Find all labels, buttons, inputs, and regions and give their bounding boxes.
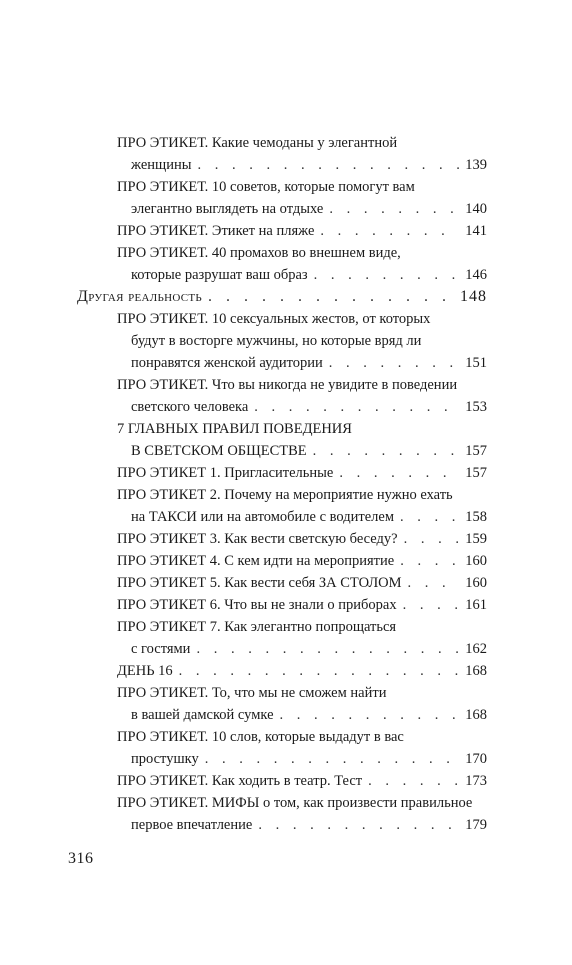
- toc-entry-title: ПРО ЭТИКЕТ 2. Почему на мероприятие нужно ехать: [117, 487, 453, 503]
- dot-leader: [208, 286, 454, 308]
- dot-leader: [205, 748, 460, 770]
- toc-entry-line: [117, 264, 487, 286]
- toc-entry: [0, 242, 572, 286]
- toc-entry: [0, 462, 572, 484]
- toc-entry-title: которые разрушат ваш образ: [131, 267, 308, 283]
- toc-entry-title: ПРО ЭТИКЕТ 6. Что вы не знали о приборах: [117, 597, 397, 613]
- toc-entry-line: [117, 396, 487, 418]
- toc-entry-title: с гостями: [131, 641, 191, 657]
- toc-entry-title: в вашей дамской сумке: [131, 707, 274, 723]
- toc-entry-title: ПРО ЭТИКЕТ 1. Пригласительные: [117, 465, 334, 481]
- toc-page-number: 168: [465, 707, 487, 723]
- toc-page-number: 160: [465, 553, 487, 569]
- dot-leader: [400, 506, 459, 528]
- toc-entry-title: В СВЕТСКОМ ОБЩЕСТВЕ: [131, 443, 307, 459]
- toc-entry-line: [117, 352, 487, 374]
- page-number: 316: [68, 850, 94, 867]
- toc-entry-line: [117, 550, 487, 572]
- toc-entry-title: Другая реальность: [77, 288, 203, 305]
- toc-entry: [0, 418, 572, 462]
- toc-entry-line: [117, 374, 572, 396]
- toc-page-number: 153: [465, 399, 487, 415]
- dot-leader: [329, 352, 459, 374]
- toc-entry-line: [117, 198, 487, 220]
- toc-entry-line: [117, 682, 572, 704]
- toc-entry: [0, 308, 572, 374]
- toc-entry: [0, 682, 572, 726]
- toc-entry-title: ПРО ЭТИКЕТ. Этикет на пляже: [117, 223, 315, 239]
- toc-page-number: 158: [465, 509, 487, 525]
- toc-entry-title: ПРО ЭТИКЕТ 5. Как вести себя ЗА СТОЛОМ: [117, 575, 402, 591]
- toc-entry-title: ПРО ЭТИКЕТ. МИФЫ о том, как произвести правильное: [117, 795, 473, 811]
- toc-entry: [0, 550, 572, 572]
- dot-leader: [280, 704, 460, 726]
- toc-entry: [0, 792, 572, 836]
- dot-leader: [179, 660, 460, 682]
- toc-entry-line: [117, 792, 572, 814]
- toc-entry-line: [117, 726, 572, 748]
- dot-leader: [313, 440, 460, 462]
- dot-leader: [368, 770, 459, 792]
- toc-entry-title: ПРО ЭТИКЕТ 3. Как вести светскую беседу?: [117, 531, 398, 547]
- toc-page-number: 160: [465, 575, 487, 591]
- toc-page-number: 179: [465, 817, 487, 833]
- toc-entry: [0, 220, 572, 242]
- toc-entry-title: светского человека: [131, 399, 249, 415]
- toc-page-number: 162: [465, 641, 487, 657]
- dot-leader: [403, 594, 460, 616]
- toc-entry-line: [117, 220, 487, 242]
- toc-entry-title: ПРО ЭТИКЕТ. 10 сексуальных жестов, от которых: [117, 311, 431, 327]
- toc-entry-line: [117, 638, 487, 660]
- toc-entry-line: [117, 440, 487, 462]
- table-of-contents: [0, 132, 572, 836]
- toc-page-number: 148: [460, 288, 487, 305]
- toc-entry-title: первое впечатление: [131, 817, 253, 833]
- toc-entry-line: [117, 748, 487, 770]
- toc-entry-title: ПРО ЭТИКЕТ. Какие чемоданы у элегантной: [117, 135, 398, 151]
- toc-entry: [0, 660, 572, 682]
- toc-entry: [0, 770, 572, 792]
- toc-entry-line: [117, 462, 487, 484]
- toc-entry-line: [117, 616, 572, 638]
- toc-entry-line: [117, 330, 572, 352]
- dot-leader: [408, 572, 460, 594]
- toc-page-number: 173: [465, 773, 487, 789]
- toc-entry-title: ПРО ЭТИКЕТ. 40 промахов во внешнем виде,: [117, 245, 401, 261]
- toc-entry-title: ПРО ЭТИКЕТ. 10 слов, которые выдадут в вас: [117, 729, 404, 745]
- toc-entry-title: ПРО ЭТИКЕТ 4. С кем идти на мероприятие: [117, 553, 395, 569]
- toc-entry-line: [117, 176, 572, 198]
- dot-leader: [254, 396, 459, 418]
- toc-entry-line: [117, 704, 487, 726]
- toc-page-number: 159: [465, 531, 487, 547]
- toc-entry-title: ПРО ЭТИКЕТ. 10 советов, которые помогут вам: [117, 179, 415, 195]
- toc-entry: [0, 132, 572, 176]
- dot-leader: [339, 462, 459, 484]
- toc-entry-title: ПРО ЭТИКЕТ. То, что мы не сможем найти: [117, 685, 387, 701]
- toc-entry: [0, 528, 572, 550]
- toc-entry-line: [117, 242, 572, 264]
- toc-entry: [0, 374, 572, 418]
- toc-entry: [0, 594, 572, 616]
- toc-page-number: 140: [465, 201, 487, 217]
- toc-entry-title: женщины: [131, 157, 192, 173]
- toc-entry-line: [117, 594, 487, 616]
- toc-entry: [0, 572, 572, 594]
- dot-leader: [197, 154, 459, 176]
- toc-entry-title: ПРО ЭТИКЕТ. Как ходить в театр. Тест: [117, 773, 363, 789]
- toc-section-heading: [0, 286, 572, 308]
- toc-page-number: 161: [465, 597, 487, 613]
- toc-entry-line: [117, 418, 572, 440]
- toc-entry-title: простушку: [131, 751, 199, 767]
- toc-page-number: 168: [465, 663, 487, 679]
- toc-page-number: 139: [465, 157, 487, 173]
- toc-entry: [0, 484, 572, 528]
- dot-leader: [400, 550, 459, 572]
- toc-entry-title: будут в восторге мужчины, но которые вряд ли: [131, 333, 422, 349]
- toc-entry: [0, 726, 572, 770]
- toc-entry-title: элегантно выглядеть на отдыхе: [131, 201, 324, 217]
- dot-leader: [258, 814, 459, 836]
- toc-page-number: 157: [465, 443, 487, 459]
- toc-entry-title: ДЕНЬ 16: [117, 663, 173, 679]
- dot-leader: [196, 638, 459, 660]
- toc-entry-title: 7 ГЛАВНЫХ ПРАВИЛ ПОВЕДЕНИЯ: [117, 421, 352, 437]
- toc-entry-line: [117, 572, 487, 594]
- dot-leader: [329, 198, 459, 220]
- toc-entry-line: [77, 286, 487, 308]
- toc-page-number: 141: [465, 223, 487, 239]
- toc-entry: [0, 176, 572, 220]
- toc-entry: [0, 616, 572, 660]
- toc-entry-line: [117, 308, 572, 330]
- toc-entry-line: [117, 132, 572, 154]
- toc-entry-line: [117, 484, 572, 506]
- toc-entry-title: ПРО ЭТИКЕТ. Что вы никогда не увидите в поведении: [117, 377, 458, 393]
- toc-page-number: 146: [465, 267, 487, 283]
- dot-leader: [314, 264, 460, 286]
- toc-page-number: 151: [465, 355, 487, 371]
- toc-entry-title: понравятся женской аудитории: [131, 355, 323, 371]
- toc-entry-line: [117, 814, 487, 836]
- toc-entry-line: [117, 770, 487, 792]
- toc-entry-line: [117, 154, 487, 176]
- toc-page-number: 157: [465, 465, 487, 481]
- toc-entry-line: [117, 528, 487, 550]
- toc-entry-line: [117, 660, 487, 682]
- dot-leader: [404, 528, 460, 550]
- dot-leader: [320, 220, 459, 242]
- toc-entry-title: ПРО ЭТИКЕТ 7. Как элегантно попрощаться: [117, 619, 397, 635]
- toc-entry-title: на ТАКСИ или на автомобиле с водителем: [131, 509, 395, 525]
- toc-page-number: 170: [465, 751, 487, 767]
- toc-entry-line: [117, 506, 487, 528]
